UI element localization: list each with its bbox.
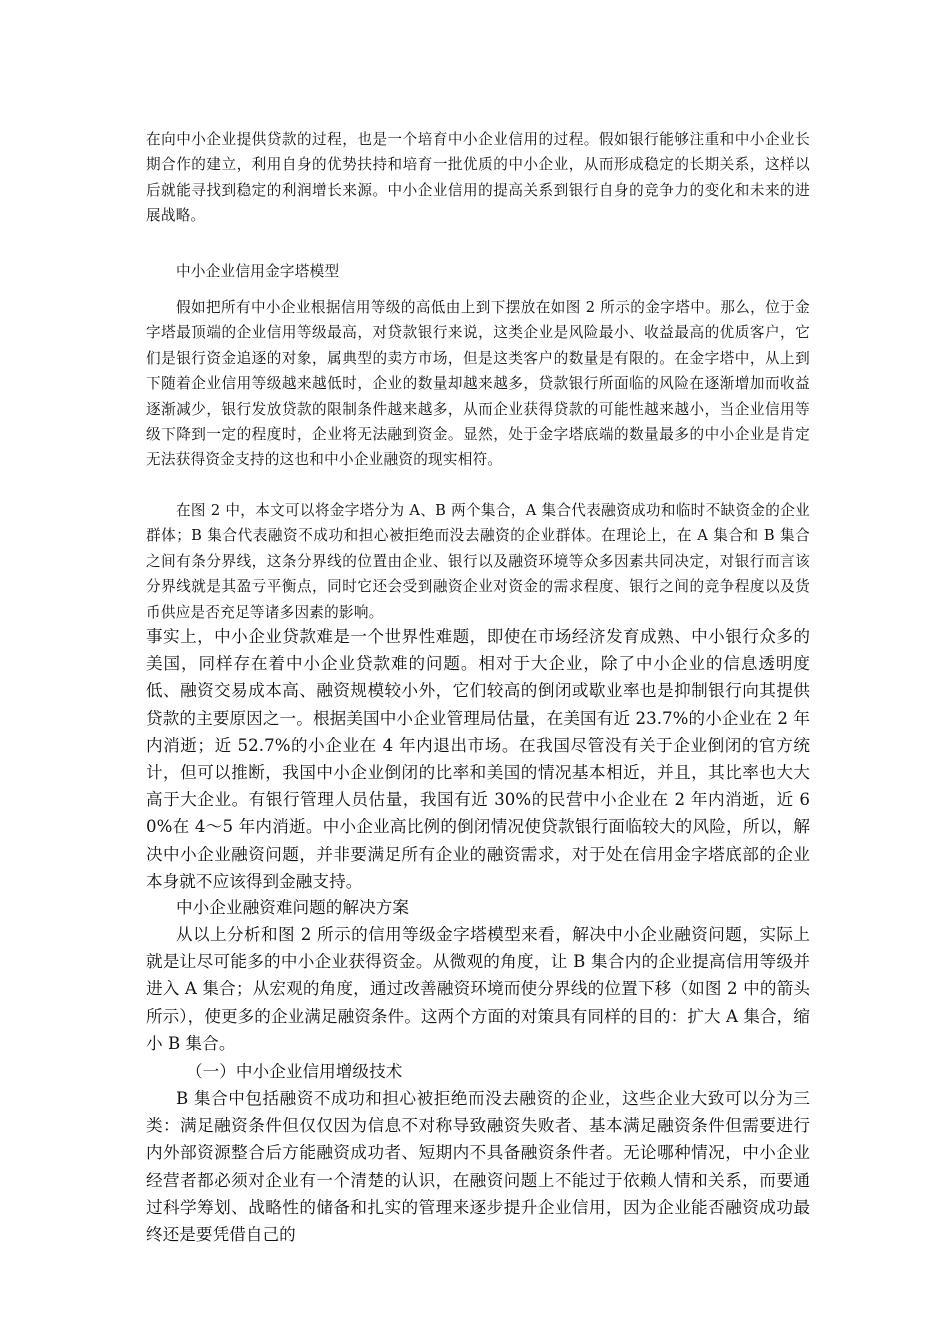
credit-enhancement-paragraph: B 集合中包括融资不成功和担心被拒绝而没去融资的企业，这些企业大致可以分为三类：满足融资条件但仅仅因为信息不对称导致融资失败者、基本满足融资条件但需要进行内外部资源整合后方能融资成功者、短期内不具备融资条件者。无论哪种情况，中小企业经营者都必须对企业有一个清楚的认识，在融资问题上不能过于依赖人情和关系，而要通过科学筹划、战略性的储备和扎实的管理来逐步提升企业信用，因为企业能否融资成功最终还是要凭借自己的: [146, 1089, 810, 1245]
intro-paragraph: 在向中小企业提供贷款的过程，也是一个培育中小企业信用的过程。假如银行能够注重和中小企业长期合作的建立，利用自身的优势扶持和培育一批优质的中小企业，从而形成稳定的长期关系，这样以后就能寻找到稳定的利润增长来源。中小企业信用的提高关系到银行自身的竞争力的变化和未来的进展战略。: [146, 131, 810, 225]
section-heading-credit-pyramid: 中小企业信用金字塔模型: [176, 263, 340, 280]
subheading-credit-enhancement: （一）中小企业信用增级技术: [186, 1062, 403, 1081]
section-heading-solution: 中小企业融资难问题的解决方案: [176, 898, 410, 917]
ab-sets-paragraph-part1: 在图 2 中，本文可以将金字塔分为 A、B 两个集合，A 集合代表融资成功和临时不缺资金的企业群体；B 集合代表融资不成功和担心被拒绝而没去融资的企业群体。在理论上，在 A 集合和 B 集合之间有条分界线，这条分界线的位置由企业、银行以及融资环境等众多因素共同决定，对银行而言该分界线就是其盈亏平衡点，同时它还会受到融资企业对资金的需求程度、银行之间的竞争程度以及货币供应是否充足等诸多因素的影响。: [146, 502, 810, 621]
ab-sets-paragraph-part2: 事实上，中小企业贷款难是一个世界性难题，即使在市场经济发育成熟、中小银行众多的美国，同样存在着中小企业贷款难的问题。相对于大企业，除了中小企业的信息透明度低、融资交易成本高、融资规模较小外，它们较高的倒闭或歇业率也是抑制银行向其提供贷款的主要原因之一。根据美国中小企业管理局估量，在美国有近 23.7%的小企业在 2 年内消逝；近 52.7%的小企业在 4 年内退出市场。在我国尽管没有关于企业倒闭的官方统计，但可以推断，我国中小企业倒闭的比率和美国的情况基本相近，并且，其比率也大大高于大企业。有银行管理人员估量，我国有近 30%的民营中小企业在 2 年内消逝，近 60%在 4～5 年内消逝。中小企业高比例的倒闭情况使贷款银行面临较大的风险，所以，解决中小企业融资问题，并非要满足所有企业的融资需求，对于处在信用金字塔底部的企业本身就不应该得到金融支持。: [146, 627, 810, 891]
solution-paragraph: 从以上分析和图 2 所示的信用等级金字塔模型来看，解决中小企业融资问题，实际上就是让尽可能多的中小企业获得资金。从微观的角度，让 B 集合内的企业提高信用等级并进入 A 集合；从宏观的角度，通过改善融资环境而使分界线的位置下移（如图 2 中的箭头所示），使更多的企业满足融资条件。这两个方面的对策具有同样的目的：扩大 A 集合，缩小 B 集合。: [146, 925, 810, 1053]
pyramid-model-paragraph: 假如把所有中小企业根据信用等级的高低由上到下摆放在如图 2 所示的金字塔中。那么，位于金字塔最顶端的企业信用等级最高，对贷款银行来说，这类企业是风险最小、收益最高的优质客户，它们是银行资金追逐的对象，属典型的卖方市场，但是这类客户的数量是有限的。在金字塔中，从上到下随着企业信用等级越来越低时，企业的数量却越来越多，贷款银行所面临的风险在逐渐增加而收益逐渐减少，银行发放贷款的限制条件越来越多，从而企业获得贷款的可能性越来越小，当企业信用等级下降到一定的程度时，企业将无法融到资金。显然，处于金字塔底端的数量最多的中小企业是肯定无法获得资金支持的这也和中小企业融资的现实相符。: [146, 299, 810, 469]
